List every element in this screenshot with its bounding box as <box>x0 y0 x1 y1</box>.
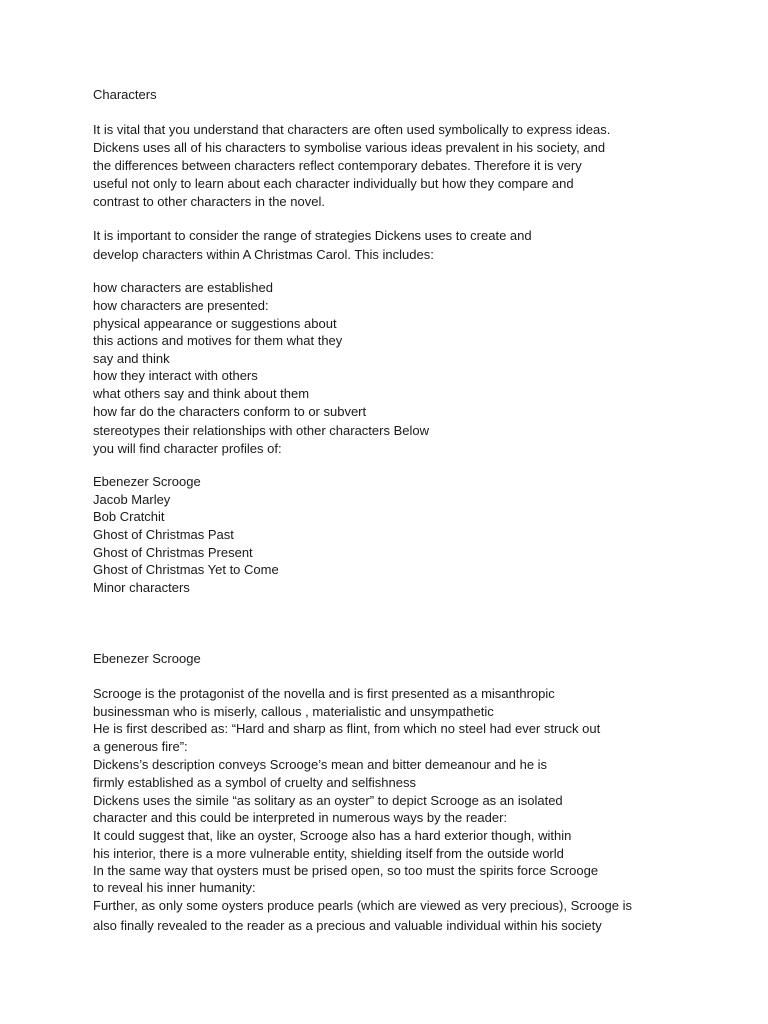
list-item: how characters are established <box>93 280 273 295</box>
list-item: Minor characters <box>93 580 190 595</box>
page-heading: Characters <box>93 87 157 102</box>
list-item: how they interact with others <box>93 368 258 383</box>
text-line: businessman who is miserly, callous , materialistic and unsympathetic <box>93 704 494 719</box>
text-line: Dickens uses the simile “as solitary as an oyster” to depict Scrooge as an isolated <box>93 793 563 808</box>
text-line: In the same way that oysters must be prised open, so too must the spirits force Scrooge <box>93 863 599 878</box>
list-item: Ghost of Christmas Present <box>93 545 253 560</box>
text-line: It could suggest that, like an oyster, Scrooge also has a hard exterior though, within <box>93 828 572 843</box>
text-line: Scrooge is the protagonist of the novella and is first presented as a misanthropic <box>93 686 555 701</box>
text-line: character and this could be interpreted in numerous ways by the reader: <box>93 810 508 825</box>
list-item: stereotypes their relationships with other characters Below <box>93 423 429 438</box>
section-heading: Ebenezer Scrooge <box>93 651 201 666</box>
text-line: develop characters within A Christmas Carol. This includes: <box>93 247 434 262</box>
list-item: Bob Cratchit <box>93 509 165 524</box>
text-line: to reveal his inner humanity: <box>93 880 256 895</box>
text-line: It is important to consider the range of strategies Dickens uses to create and <box>93 228 532 243</box>
text-line: Further, as only some oysters produce pearls (which are viewed as very precious), Scrooge is <box>93 898 633 913</box>
text-line: It is vital that you understand that characters are often used symbolically to express ideas. <box>93 122 611 137</box>
text-line: firmly established as a symbol of cruelty and selfishness <box>93 775 416 790</box>
list-item: how far do the characters conform to or subvert <box>93 404 367 419</box>
text-line: also finally revealed to the reader as a precious and valuable individual within his society <box>93 918 602 933</box>
list-item: Ghost of Christmas Past <box>93 527 234 542</box>
list-item: Ebenezer Scrooge <box>93 474 201 489</box>
text-line: useful not only to learn about each character individually but how they compare and <box>93 176 574 191</box>
list-item: physical appearance or suggestions about <box>93 316 337 331</box>
list-item: say and think <box>93 351 170 366</box>
list-item: Ghost of Christmas Yet to Come <box>93 562 279 577</box>
text-line: the differences between characters reflect contemporary debates. Therefore it is very <box>93 158 582 173</box>
list-item: what others say and think about them <box>93 386 310 401</box>
list-item: how characters are presented: <box>93 298 269 313</box>
text-line: Dickens’s description conveys Scrooge’s mean and bitter demeanour and he is <box>93 757 548 772</box>
list-item: Jacob Marley <box>93 492 171 507</box>
text-line: a generous fire”: <box>93 739 188 754</box>
text-line: Dickens uses all of his characters to symbolise various ideas prevalent in his society, and <box>93 140 606 155</box>
text-line: his interior, there is a more vulnerable entity, shielding itself from the outside world <box>93 846 564 861</box>
text-line: He is first described as: “Hard and sharp as flint, from which no steel had ever struck out <box>93 721 601 736</box>
list-item: this actions and motives for them what they <box>93 333 343 348</box>
list-item: you will find character profiles of: <box>93 441 282 456</box>
text-line: contrast to other characters in the novel. <box>93 194 325 209</box>
